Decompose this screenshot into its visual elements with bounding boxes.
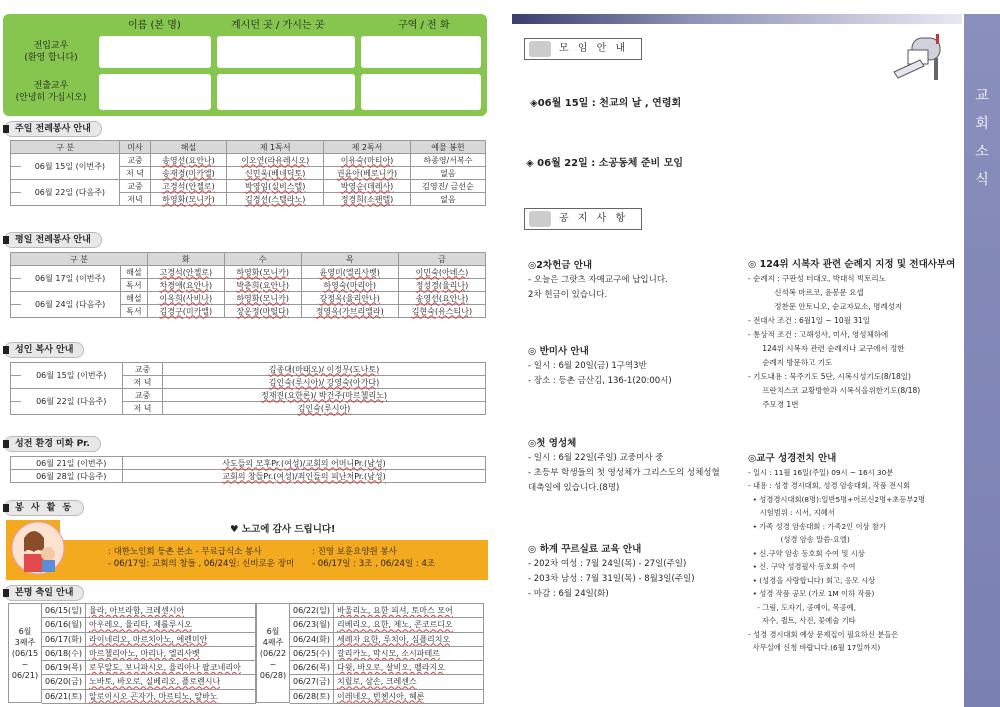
notice-line: 사무실에 신청 바랍니다.(6월 17일까지) — [748, 643, 881, 652]
register-out-label: 전출교우 (안녕히 가십시오) — [15, 81, 87, 103]
feast-row — [290, 633, 484, 647]
name-cell: 김종대(마태오)/ 이정무(도나토) — [163, 363, 486, 376]
name-cell: 없음 — [410, 193, 485, 206]
name-cell: 하종영/서복수 — [410, 154, 485, 167]
col-header: 금 — [398, 253, 485, 266]
service-item-1: : 대한노인회 등촌 본소 - 무료급식소 봉사 - 06/17일: 교회의 창들 , 06/24일: 신비로운 장미 — [108, 547, 295, 569]
left-page — [0, 0, 492, 707]
feast-date: 06/20(금) — [42, 675, 86, 688]
notice-line: (성경 암송 말씀-요엘) — [748, 535, 850, 544]
meeting-header: 모 임 안 내 — [524, 38, 642, 60]
feast-row — [42, 647, 256, 661]
feast-row — [42, 633, 256, 647]
mass-cell: 저녁 — [120, 193, 151, 206]
name-cell: 정경희(소팬텔) — [324, 193, 411, 206]
notice-line: 124위 시복자 관련 순례지나 교구에서 정한 — [748, 344, 905, 353]
register-out-name[interactable] — [99, 74, 211, 110]
name-cell: 하영화(모니카) — [224, 266, 301, 279]
notice-line: 순례지 방문하고 기도 — [748, 358, 833, 367]
notice-line: • (성경을 사랑합니다) 회고, 응모 시상 — [748, 575, 876, 585]
notice-communion: ◎첫 영성체 - 일시 : 6월 22일(주일) 교중미사 중 - 초등부 학생들의 첫 영성체가 그리스도의 성체성혈 대축일에 있습니다.(8명) — [528, 438, 720, 493]
date-cell: 06월 21일 (이번주) — [21, 457, 123, 470]
notice-cursillo: ◎ 하계 꾸르실료 교육 안내 - 202차 여성 : 7월 24일(목) - 27일(주일) - 203차 남성 : 7월 31일(목) - 8월3일(주일) - 마감 : 6월 24일(화) — [528, 544, 695, 599]
mass-cell: 교중 — [123, 389, 163, 402]
meeting-item-2: ◈ 06월 22일 : 소공동체 준비 모임 — [526, 158, 684, 169]
register-in-place[interactable] — [217, 36, 355, 68]
notice-line: • 성경 작품 공모 (가로 1M 이하 작품) — [748, 589, 875, 598]
notice-collection: ◎2차헌금 안내 - 오늘은 그랏츠 자매교구에 납입니다. 2차 헌금이 있습니다. — [528, 260, 668, 300]
feast-date: 06/28(토) — [290, 690, 334, 703]
side-bar — [964, 14, 1000, 707]
feast-row — [290, 618, 484, 632]
name-cell: 하영숙(마리아) — [301, 279, 398, 292]
person-icon — [529, 211, 551, 227]
meeting-item-1: ◈06월 15일 : 천교의 날 , 연령회 — [530, 98, 682, 109]
feast-date: 06/22(일) — [290, 604, 334, 617]
notice-line: • 신. 구약 성경필사 동호회 수여 — [748, 562, 856, 571]
name-cell: 김인숙(루시아) — [163, 402, 486, 415]
date-cell: 06월 17일 (이번주) — [21, 266, 121, 292]
feast-left-label: 6월 3째주 (06/15 ~ 06/21) — [8, 603, 42, 703]
name-cell: 이민숙(아녜스) — [398, 266, 485, 279]
mass-cell: 교중 — [120, 154, 151, 167]
feast-row — [290, 604, 484, 618]
name-cell: 정재진(요한론)/ 박건주(마르첼리노) — [163, 389, 486, 402]
notice-line: 신석복 마르코, 윤봉문 요셉 — [748, 288, 864, 297]
feast-table — [8, 603, 490, 703]
name-cell: 송재경(미카엘) — [150, 167, 226, 180]
register-header-place: 계시던 곳 / 가시는 곳 — [231, 20, 325, 31]
sunday-table — [10, 140, 486, 206]
register-header-name: 이름 (본 명) — [128, 20, 181, 31]
name-cell: 이유숙(마티아) — [324, 154, 411, 167]
name-cell: 없음 — [410, 167, 485, 180]
col-header: 제 1독서 — [227, 141, 324, 154]
feast-row — [290, 675, 484, 689]
feast-row — [42, 604, 256, 618]
name-cell: 박춘희(요안나) — [224, 279, 301, 292]
name-cell: 송영선(요안나) — [398, 292, 485, 305]
feast-row — [290, 647, 484, 661]
role-cell: 해설 — [120, 292, 147, 305]
side-title-char: 교 — [975, 88, 989, 104]
feast-date: 06/23(월) — [290, 618, 334, 631]
altar-table — [10, 362, 486, 415]
name-cell: 박영순(데레사) — [324, 180, 411, 193]
notice-line: - 통상적 조건 : 고해성사, 미사, 영성체하에 — [748, 330, 889, 339]
role-cell: 독서 — [120, 279, 147, 292]
col-header: 수 — [224, 253, 301, 266]
service-title: 봉 사 활 동 — [4, 500, 84, 516]
table-row — [11, 266, 486, 279]
feast-row — [42, 675, 256, 689]
col-header: 예물 봉헌 — [410, 141, 485, 154]
feast-names: 알로이시오 곤자가, 마르티노, 알바노 — [89, 691, 218, 701]
name-cell: 김영진/ 금선순 — [410, 180, 485, 193]
feast-names: 노바토, 바오로, 실베리오, 플로렌시나 — [89, 677, 221, 687]
name-cell: 신민욱(베네딕토) — [227, 167, 324, 180]
register-out-area[interactable] — [361, 74, 481, 110]
register-in-label: 전입교우 (환영 합니다) — [24, 41, 78, 63]
date-cell: 06월 15일 (이번주) — [21, 154, 120, 180]
date-cell: 06월 22일 (다음주) — [21, 180, 120, 206]
feast-names: 갈리카노, 막시모, 소시파테르 — [337, 648, 440, 658]
feast-names: 마르첼리아노, 마리나, 엘리사벳 — [89, 648, 200, 658]
feast-names: 아우레오, 율리타, 제롤루시오 — [89, 620, 192, 630]
name-cell: 강정옥(율리안나) — [301, 292, 398, 305]
mass-cell: 저 녁 — [120, 167, 151, 180]
feast-date: 06/26(목) — [290, 661, 334, 674]
table-row — [11, 389, 486, 402]
notice-line: - 기도내용 : 묵주기도 5단, 시복시성기도(8/18일) — [748, 372, 911, 381]
notice-line: - 일시 : 11월 16일(주일) 09시 ~ 16시 30분 — [748, 467, 894, 477]
side-title-char: 회 — [975, 116, 989, 132]
mailbox-icon — [890, 32, 950, 82]
service-thanks: ♥ 노고에 감사 드립니다! — [230, 524, 336, 535]
feast-row — [42, 690, 256, 704]
feast-title: 본명 축일 안내 — [4, 585, 84, 601]
name-cell: 박영임(실비스텔) — [227, 180, 324, 193]
env-title: 성전 환경 미화 Pr. — [4, 436, 101, 452]
name-cell: 이오연(라유레시오) — [227, 154, 324, 167]
env-table — [10, 456, 486, 483]
notice-line: - 순례지 : 구판성 터대오, 박대식 빅토리노 — [748, 274, 886, 283]
table-row — [11, 470, 486, 483]
notice-line: - 내용 : 성경 경시대회, 성경 암송대회, 작품 전시회 — [748, 481, 911, 490]
col-header: 제 2독서 — [324, 141, 411, 154]
name-cell: 하영화(모니카) — [224, 292, 301, 305]
table-row — [11, 457, 486, 470]
feast-names: 로무알도, 보니파시오, 율리아나 팔코네리아 — [89, 663, 241, 673]
name-cell: 고경석(안젤로) — [150, 180, 226, 193]
feast-date: 06/18(수) — [42, 647, 86, 660]
feast-names: 치릴로, 삼손, 크레센스 — [337, 677, 417, 687]
service-item-2: : 진영 보훈요양원 봉사 - 06/17일 : 3조 , 06/24일 : 4조 — [312, 547, 436, 569]
jesus-illustration — [10, 518, 66, 580]
name-cell: 윤영미(엘리사벳) — [301, 266, 398, 279]
feast-row — [290, 661, 484, 675]
name-cell: 김경구(미카엘) — [147, 305, 224, 318]
feast-names: 다윗, 바오로, 살비오, 펠라지오 — [337, 663, 445, 673]
feast-date: 06/17(화) — [42, 633, 86, 646]
name-cell: 고경석(안젤로) — [147, 266, 224, 279]
role-cell: 독서 — [120, 305, 147, 318]
register-box — [3, 14, 487, 116]
name-cell: 이옥희(사비나) — [147, 292, 224, 305]
register-in-area[interactable] — [361, 36, 481, 68]
date-cell: 06월 22일 (다음주) — [21, 389, 123, 415]
feast-date: 06/25(수) — [290, 647, 334, 660]
name-cell: 교회의 창들Pr.(여성)/죄인들의 피난처Pr.(남성) — [123, 470, 486, 483]
table-row — [11, 363, 486, 376]
col-header: 화 — [147, 253, 224, 266]
sunday-title: 주일 전례봉사 안내 — [4, 121, 102, 137]
notice-line: • 성경경시대회(8명):일반5명+어르신2명+초등부2명 — [748, 494, 926, 504]
role-cell: 해설 — [120, 266, 147, 279]
notice-line: - 전대사 조건 : 6월1일 ~ 10월 31일 — [748, 316, 871, 325]
notice-bible: ◎교구 성경전치 안내 - 일시 : 11월 16일(주일) 09시 ~ 16시 30분 - 내용 : 성경 경시대회, 성경 암송대회, 작품 전시회 • 성경경시대회(8명):일반5명+어르신2명+초등부2명 시험범위 : 시서, 지혜서 • 가족 성경 암송대회 : 가족2인 이상 참가 (성경 암송 말씀-요엘) • 신.구약 암송 동호회 수여 및 시상 • 신. 구약 성경필사 동호회 수여 • (성경을 사랑합니다) 회고, 응모 시상 • 성경 작품 공모 (가로 1M 이하 작품) - 그림, 도자기, 공예이, 목공예, 자수, 퀼트, 사진, 꽃예술 기타 - 성경 경시대회 예상 문제집이 필요하신 분들은 사무실에 신청 바랍니다.(6월 17일까지) — [748, 452, 962, 655]
feast-date: 06/24(화) — [290, 633, 334, 646]
table-row — [11, 154, 486, 167]
name-cell: 송영선(요안나) — [150, 154, 226, 167]
side-title-char: 소 — [975, 144, 989, 160]
name-cell: 권윤아(베로니카) — [324, 167, 411, 180]
table-row — [11, 292, 486, 305]
feast-names: 세례자 요한, 루치아, 심플리치오 — [337, 634, 451, 644]
name-cell: 정성경(율리나) — [398, 279, 485, 292]
mass-cell: 저 녁 — [123, 376, 163, 389]
feast-date: 06/21(토) — [42, 690, 86, 703]
table-row — [11, 180, 486, 193]
date-cell: 06월 24일 (다음주) — [21, 292, 121, 318]
name-cell: 사도들의 모후Pr.(여성)/교회의 어머니Pr.(남성) — [123, 457, 486, 470]
feast-date: 06/27(금) — [290, 675, 334, 688]
name-cell: 정영옥(가브리엘라) — [301, 305, 398, 318]
notice-line: - 그림, 도자기, 공예이, 목공예, — [748, 602, 857, 612]
col-header: 구 분 — [11, 253, 148, 266]
feast-row — [42, 661, 256, 675]
notice-line: • 가족 성경 암송대회 : 가족2인 이상 참가 — [748, 521, 887, 531]
feast-names: 바울리노, 요한 피셔, 토마스 모어 — [337, 606, 453, 615]
feast-names: 라이네리오, 마르치아노, 에렌미안 — [89, 634, 208, 644]
notice-line: 프란치스코 교황방한과 시복식을위한기도(8/18) — [748, 386, 921, 395]
col-header: 구 분 — [11, 141, 120, 154]
notice-mass: ◎ 반미사 안내 - 일시 : 6월 20일(금) 1구역3반 - 장소 : 등촌 금산김, 136-1(20:00시) — [528, 346, 672, 386]
name-cell: 김경선(스텔라노) — [227, 193, 324, 206]
person-icon — [529, 41, 551, 57]
altar-title: 성인 복사 안내 — [4, 342, 84, 358]
date-cell: 06월 15일 (이번주) — [21, 363, 123, 389]
side-title-char: 식 — [975, 172, 989, 188]
notice-line: 자수, 퀼트, 사진, 꽃예술 기타 — [748, 616, 856, 625]
feast-date: 06/15(일) — [42, 604, 86, 617]
feast-row — [290, 690, 484, 704]
weekday-table — [10, 252, 486, 318]
date-cell: 06월 28일 (다음주) — [21, 470, 123, 483]
register-out-place[interactable] — [217, 74, 355, 110]
name-cell: 김현숙(유스티나) — [398, 305, 485, 318]
notice-line: 시험범위 : 시서, 지혜서 — [748, 508, 835, 517]
name-cell: 하영화(모니카) — [150, 193, 226, 206]
notice-line: • 신.구약 암송 동호회 수여 및 시상 — [748, 548, 865, 558]
feast-row — [42, 618, 256, 632]
feast-date: 06/19(목) — [42, 661, 86, 674]
notice-line: 주모경 1번 — [748, 400, 799, 409]
right-page — [512, 0, 1000, 707]
top-bar — [512, 14, 962, 24]
mass-cell: 교중 — [120, 180, 151, 193]
feast-date: 06/16(월) — [42, 618, 86, 631]
name-cell: 김인숙(루시아)/ 강영숙(아가다) — [163, 376, 486, 389]
name-cell: 차경애(요안나) — [147, 279, 224, 292]
register-header-area: 구역 / 전 화 — [398, 20, 450, 31]
name-cell: 장운정(마틸다) — [224, 305, 301, 318]
notice-header: 공 지 사 항 — [524, 208, 642, 230]
weekday-title: 평일 전례봉사 안내 — [4, 232, 102, 248]
mass-cell: 교중 — [123, 363, 163, 376]
notice-line: 정찬문 안토니오, 순교자묘소, 명례성지 — [748, 302, 903, 311]
feast-names: 율라, 아브라함, 크레센시아 — [89, 606, 185, 615]
col-header: 미사 — [120, 141, 151, 154]
feast-names: 리베리오, 요한, 제노, 콘코르디오 — [337, 620, 453, 630]
feast-right-label: 6월 4째주 (06/22 ~ 06/28) — [256, 603, 290, 703]
heart-icon: ♥ — [230, 524, 239, 535]
notice-pilgrimage: ◎ 124위 시복자 관련 순례지 지정 및 전대사부여 - 순례지 : 구판성 터대오, 박대식 빅토리노 신석복 마르코, 윤봉문 요셉 정찬문 안토니오, 순교자묘소, 명례성지 - 전대사 조건 : 6월1일 ~ 10월 31일 - 통상적 조건 : 고해성사, 미사, 영성체하에 124위 시복자 관련 순례지나 교구에서 정한 순례지 방문하고 기도 - 기도내용 : 묵주기도 5단, 시복시성기도(8/18일) 프란치스코 교황방한과 시복식을위한기도(8/18) 주모경 1번 — [748, 258, 962, 412]
col-header: 해설 — [150, 141, 226, 154]
register-in-name[interactable] — [99, 36, 211, 68]
mass-cell: 저 녁 — [123, 402, 163, 415]
notice-line: - 성경 경시대회 예상 문제집이 필요하신 분들은 — [748, 629, 899, 639]
feast-names: 이레네오, 빈첸시아, 헤론 — [337, 691, 425, 701]
col-header: 목 — [301, 253, 398, 266]
